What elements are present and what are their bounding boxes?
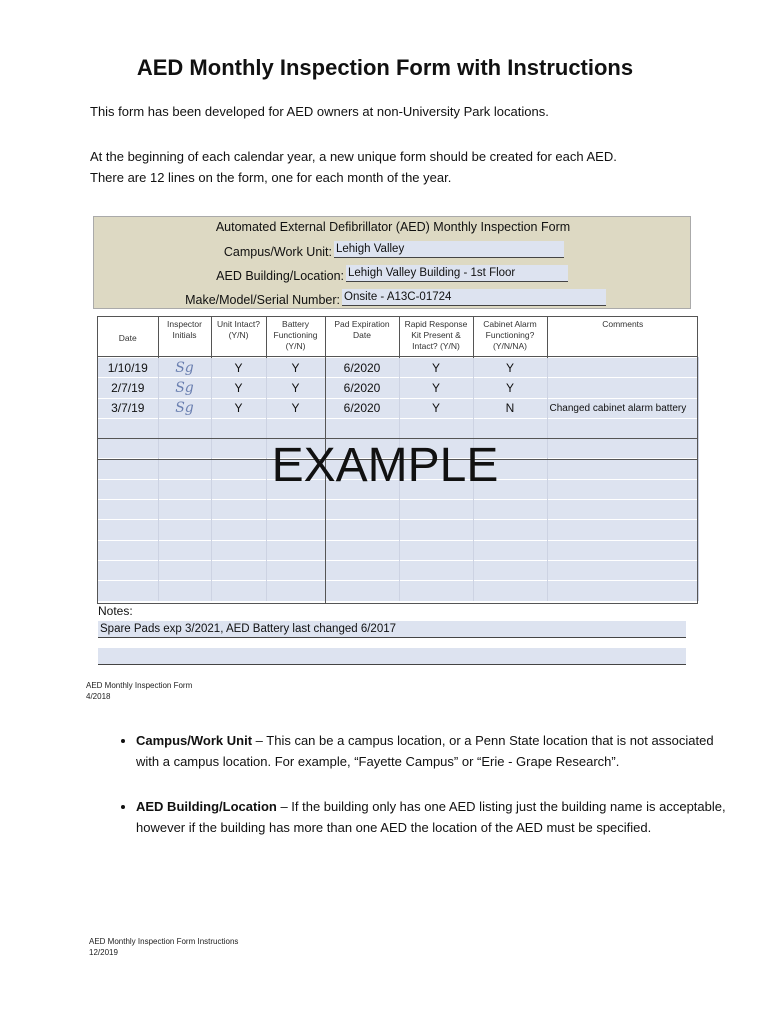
unit-intact-cell[interactable]	[211, 520, 266, 540]
table-row	[98, 540, 698, 560]
header-rule	[98, 356, 698, 357]
initials-cell[interactable]: Sg	[158, 378, 211, 398]
unit-intact-cell[interactable]: Y	[211, 358, 266, 378]
comments-cell[interactable]	[547, 581, 698, 601]
battery-cell[interactable]	[266, 418, 325, 438]
instruction-item	[136, 730, 726, 772]
cabinet-alarm-cell[interactable]	[473, 500, 547, 520]
initials-cell[interactable]	[158, 520, 211, 540]
comments-cell[interactable]	[547, 500, 698, 520]
building-label: AED Building/Location:	[216, 269, 344, 283]
pad-exp-cell[interactable]	[325, 500, 399, 520]
initials-cell[interactable]	[158, 540, 211, 560]
cabinet-alarm-cell[interactable]: Y	[473, 378, 547, 398]
table-row	[98, 398, 698, 418]
comments-cell[interactable]	[547, 560, 698, 580]
col-unit-intact: Unit Intact? (Y/N)	[211, 317, 266, 358]
notes-line-2[interactable]	[98, 648, 686, 665]
comments-cell[interactable]	[547, 418, 698, 438]
intro-line-3: There are 12 lines on the form, one for each month of the year.	[90, 170, 452, 185]
cabinet-alarm-cell[interactable]	[473, 560, 547, 580]
date-cell[interactable]: 1/10/19	[98, 358, 158, 378]
date-cell[interactable]	[98, 560, 158, 580]
form-header	[93, 216, 691, 309]
table-row	[98, 520, 698, 540]
date-cell[interactable]	[98, 418, 158, 438]
battery-cell[interactable]	[266, 560, 325, 580]
initials-cell[interactable]	[158, 418, 211, 438]
campus-label: Campus/Work Unit:	[223, 245, 332, 259]
cabinet-alarm-cell[interactable]: Y	[473, 358, 547, 378]
unit-intact-cell[interactable]: Y	[211, 378, 266, 398]
unit-intact-cell[interactable]	[211, 540, 266, 560]
table-row	[98, 418, 698, 438]
page-footer-date: 12/2019	[89, 948, 118, 957]
unit-intact-cell[interactable]	[211, 500, 266, 520]
page-title: AED Monthly Inspection Form with Instructions	[136, 55, 634, 80]
date-cell[interactable]	[98, 540, 158, 560]
instruction-term: AED Building/Location	[136, 799, 277, 814]
rapid-response-cell[interactable]: Y	[399, 398, 473, 418]
rapid-response-cell[interactable]	[399, 560, 473, 580]
campus-field[interactable]: Lehigh Valley	[334, 241, 564, 258]
initials-cell[interactable]: Sg	[158, 358, 211, 378]
comments-cell[interactable]: Changed cabinet alarm battery	[547, 398, 698, 418]
col-battery: Battery Functioning (Y/N)	[266, 317, 325, 358]
rapid-response-cell[interactable]	[399, 418, 473, 438]
pad-exp-cell[interactable]: 6/2020	[325, 398, 399, 418]
building-field[interactable]: Lehigh Valley Building - 1st Floor	[346, 265, 568, 282]
form-footer-date: 4/2018	[86, 692, 111, 701]
form-title: Automated External Defibrillator (AED) Monthly Inspection Form	[215, 220, 571, 234]
rapid-response-cell[interactable]	[399, 520, 473, 540]
battery-cell[interactable]	[266, 500, 325, 520]
pad-exp-cell[interactable]	[325, 520, 399, 540]
serial-label: Make/Model/Serial Number:	[185, 293, 340, 307]
intro-line-2: At the beginning of each calendar year, a new unique form should be created for each AED.	[90, 149, 617, 164]
pad-exp-cell[interactable]	[325, 418, 399, 438]
date-cell[interactable]	[98, 500, 158, 520]
date-cell[interactable]: 3/7/19	[98, 398, 158, 418]
instruction-item	[136, 796, 726, 838]
unit-intact-cell[interactable]	[211, 581, 266, 601]
table-header-row	[98, 317, 698, 358]
date-cell[interactable]	[98, 520, 158, 540]
instruction-text: – This can be a campus location, or a Penn State location that is not associated with a campus location. For example, “Fayette Campus” or “Erie - Grape Research”.	[136, 733, 714, 769]
rapid-response-cell[interactable]	[399, 581, 473, 601]
battery-cell[interactable]	[266, 520, 325, 540]
initials-cell[interactable]	[158, 500, 211, 520]
pad-exp-cell[interactable]: 6/2020	[325, 358, 399, 378]
cabinet-alarm-cell[interactable]	[473, 540, 547, 560]
comments-cell[interactable]	[547, 520, 698, 540]
battery-cell[interactable]: Y	[266, 398, 325, 418]
cabinet-alarm-cell[interactable]	[473, 581, 547, 601]
cabinet-alarm-cell[interactable]	[473, 520, 547, 540]
pad-exp-cell[interactable]	[325, 560, 399, 580]
col-cabinet-alarm: Cabinet Alarm Functioning? (Y/N/NA)	[473, 317, 547, 358]
date-cell[interactable]	[98, 581, 158, 601]
rapid-response-cell[interactable]	[399, 500, 473, 520]
comments-cell[interactable]	[547, 378, 698, 398]
table-row	[98, 560, 698, 580]
rapid-response-cell[interactable]: Y	[399, 358, 473, 378]
col-date: Date	[98, 317, 158, 358]
page-footer-title: AED Monthly Inspection Form Instructions	[89, 937, 239, 946]
unit-intact-cell[interactable]	[211, 418, 266, 438]
rapid-response-cell[interactable]: Y	[399, 378, 473, 398]
battery-cell[interactable]: Y	[266, 378, 325, 398]
instruction-text: – If the building only has one AED listing just the building name is acceptable, however if the building has more than one AED the location of the AED must be specified.	[136, 799, 726, 835]
col-comments: Comments	[547, 317, 698, 358]
col-rapid-response: Rapid Response Kit Present & Intact? (Y/N)	[399, 317, 473, 358]
comments-cell[interactable]	[547, 358, 698, 378]
form-footer-title: AED Monthly Inspection Form	[86, 681, 193, 690]
instructions-list	[100, 730, 726, 862]
intro-line-1: This form has been developed for AED owners at non-University Park locations.	[90, 104, 549, 119]
notes-label: Notes:	[98, 604, 133, 618]
notes-line-1[interactable]: Spare Pads exp 3/2021, AED Battery last changed 6/2017	[98, 621, 686, 638]
pad-exp-cell[interactable]	[325, 540, 399, 560]
example-watermark: EXAMPLE	[271, 439, 499, 492]
battery-cell[interactable]	[266, 540, 325, 560]
table-row	[98, 500, 698, 520]
col-initials: Inspector Initials	[158, 317, 211, 358]
date-cell[interactable]: 2/7/19	[98, 378, 158, 398]
initials-cell[interactable]	[158, 581, 211, 601]
unit-intact-cell[interactable]: Y	[211, 398, 266, 418]
cabinet-alarm-cell[interactable]	[473, 418, 547, 438]
table-row	[98, 581, 698, 601]
pad-exp-cell[interactable]: 6/2020	[325, 378, 399, 398]
cabinet-alarm-cell[interactable]: N	[473, 398, 547, 418]
battery-cell[interactable]	[266, 581, 325, 601]
initials-cell[interactable]: Sg	[158, 398, 211, 418]
col-pad-exp: Pad Expiration Date	[325, 317, 399, 358]
comments-cell[interactable]	[547, 540, 698, 560]
rapid-response-cell[interactable]	[399, 540, 473, 560]
serial-field[interactable]: Onsite - A13C-01724	[342, 289, 606, 306]
table-row	[98, 378, 698, 398]
table-row	[98, 358, 698, 378]
instruction-term: Campus/Work Unit	[136, 733, 253, 748]
initials-cell[interactable]	[158, 560, 211, 580]
battery-cell[interactable]: Y	[266, 358, 325, 378]
pad-exp-cell[interactable]	[325, 581, 399, 601]
unit-intact-cell[interactable]	[211, 560, 266, 580]
